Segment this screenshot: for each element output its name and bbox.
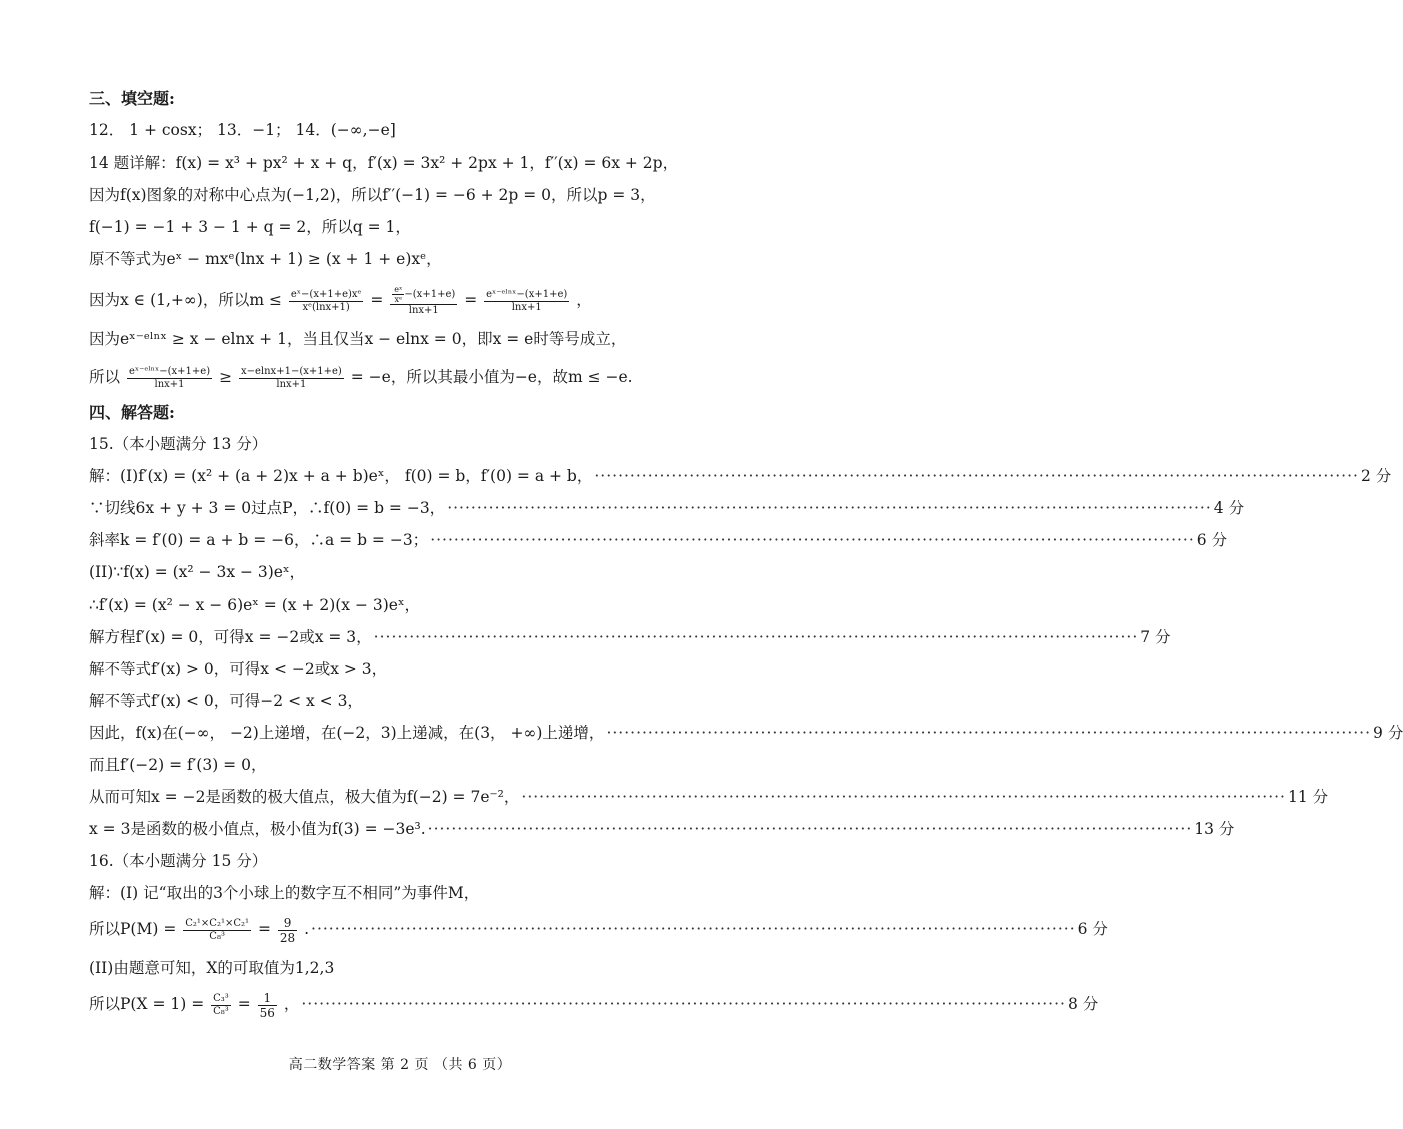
line-text: 因此，f(x)在(−∞， −2)上递增，在(−2，3)上递减，在(3， +∞)上递增，	[89, 724, 605, 742]
q15-line-3	[89, 529, 1228, 551]
q15-line-6	[89, 626, 1171, 648]
fraction-denominator: lnx+1	[276, 378, 307, 390]
page-footer: 高二数学答案 第 2 页 （共 6 页）	[288, 1057, 512, 1073]
leader-dots: ·································································································································	[594, 467, 1359, 485]
q14-line-5	[89, 285, 709, 317]
fraction-denominator: C₈³	[213, 1005, 229, 1017]
q14-fraction-5	[239, 366, 344, 391]
q15-line-1	[89, 465, 1392, 487]
score-label: 11 分	[1287, 788, 1329, 806]
q15-line-7: 解不等式f′(x) > 0，可得x < −2或x > 3，	[89, 660, 388, 678]
line-text: 斜率k = f′(0) = a + b = −6，∴a = b = −3；	[89, 531, 429, 549]
q15-line-11	[89, 786, 1329, 808]
fraction-numerator: x−elnx+1−(x+1+e)	[240, 365, 342, 377]
q14-line-7	[89, 362, 709, 392]
q16-fraction-1	[183, 918, 251, 943]
fraction-numerator: eˣ⁻ᵉˡⁿˣ−(x+1+e)	[486, 288, 568, 300]
q16-line-4	[89, 989, 1099, 1020]
ge-sign: ≥	[219, 368, 237, 386]
q15-title: 15.（本小题满分 13 分）	[89, 435, 268, 453]
q14-line-4: 原不等式为eˣ − mxᵉ(lnx + 1) ≥ (x + 1 + e)xᵉ，	[89, 250, 442, 268]
leader-dots: ·································································································································	[521, 788, 1286, 806]
prob-label: 所以P(M) =	[89, 920, 182, 938]
leader-dots: ·································································································································	[301, 995, 1066, 1014]
score-label: 8 分	[1067, 995, 1099, 1014]
score-label: 6 分	[1196, 531, 1228, 549]
q16-line-3: (II)由题意可知，X的可取值为1,2,3	[89, 959, 335, 977]
q14-line-6: 因为eˣ⁻ᵉˡⁿˣ ≥ x − elnx + 1，当且仅当x − elnx = 0，即x = e时等号成立，	[89, 330, 627, 348]
fraction-numerator: 1	[258, 991, 277, 1006]
fraction-numerator: C₃³	[213, 992, 229, 1004]
q15-line-2	[89, 497, 1245, 519]
fraction-denominator: C₈³	[209, 930, 225, 942]
leader-dots: ·································································································································	[311, 920, 1076, 939]
q14-fraction-4	[127, 366, 212, 391]
q15-line-10: 而且f′(−2) = f′(3) = 0，	[89, 756, 267, 774]
prob-label: 所以P(X = 1) =	[89, 995, 210, 1013]
q14-line7-text: 所以	[89, 368, 121, 386]
section3-heading: 三、填空题:	[89, 89, 175, 108]
line-text: 解：(I)f′(x) = (x² + (a + 2)x + a + b)eˣ， f(0) = b，f′(0) = a + b，	[89, 467, 593, 485]
fraction-numerator: eˣ−(x+1+e)xᵉ	[290, 288, 362, 300]
nested-numerator: eˣ	[394, 285, 403, 294]
line-text	[89, 989, 299, 1020]
q15-line-12	[89, 818, 1235, 840]
line-text: x = 3是函数的极小值点，极小值为f(3) = −3e³.	[89, 820, 426, 838]
line-end: .	[304, 920, 310, 938]
line-text	[89, 914, 309, 945]
nested-fraction	[392, 285, 404, 304]
fraction-numerator: eˣ⁻ᵉˡⁿˣ−(x+1+e)	[128, 365, 211, 377]
score-label: 13 分	[1194, 820, 1235, 838]
fill-blank-answers: 12． 1 + cosx； 13．−1； 14．(−∞,−e]	[89, 121, 396, 139]
equals-sign: =	[257, 920, 276, 938]
q15-line-8: 解不等式f′(x) < 0，可得−2 < x < 3，	[89, 692, 363, 710]
q14-line-1: 14 题详解：f(x) = x³ + px² + x + q，f′(x) = 3x² + 2px + 1，f′′(x) = 6x + 2p，	[89, 154, 679, 172]
q16-line-2	[89, 914, 1108, 945]
leader-dots: ·································································································································	[427, 820, 1193, 838]
q14-fraction-1	[289, 289, 364, 314]
line-end: ，	[283, 995, 300, 1013]
q16-fraction-3	[211, 993, 231, 1018]
nested-rest: −(x+1+e)	[404, 289, 456, 300]
fraction-denominator: lnx+1	[408, 305, 439, 316]
score-label: 6 分	[1077, 920, 1108, 939]
line-text: 从而可知x = −2是函数的极大值点，极大值为f(−2) = 7e⁻²，	[89, 788, 520, 806]
line-end: ，	[576, 291, 592, 309]
line-end: = −e，所以其最小值为−e，故m ≤ −e.	[350, 368, 633, 386]
q15-line-9	[89, 722, 1403, 744]
score-label: 2 分	[1360, 467, 1392, 485]
line-text: ∵切线6x + y + 3 = 0过点P，∴f(0) = b = −3，	[89, 499, 446, 517]
equals-sign: =	[237, 995, 256, 1013]
q14-fraction-3	[484, 289, 569, 314]
leader-dots: ·································································································································	[606, 724, 1372, 742]
fraction-denominator: lnx+1	[154, 378, 185, 390]
q14-line-3: f(−1) = −1 + 3 − 1 + q = 2，所以q = 1，	[89, 218, 411, 236]
equals-sign: =	[370, 291, 389, 309]
fraction-numerator: C₂¹×C₂¹×C₂¹	[185, 917, 250, 929]
equals-sign: =	[464, 291, 483, 309]
q15-line-5: ∴f′(x) = (x² − x − 6)eˣ = (x + 2)(x − 3)eˣ，	[89, 596, 421, 614]
leader-dots: ·································································································································	[373, 628, 1139, 646]
fraction-numerator	[390, 285, 457, 305]
score-label: 9 分	[1373, 724, 1403, 742]
fraction-denominator: 56	[259, 1005, 275, 1020]
q16-fraction-4	[258, 991, 277, 1020]
q14-line5-text: 因为x ∈ (1,+∞)，所以m ≤	[89, 291, 287, 309]
q14-fraction-2	[390, 285, 457, 317]
score-label: 4 分	[1213, 499, 1245, 517]
q15-line-4: (II)∵f(x) = (x² − 3x − 3)eˣ，	[89, 563, 306, 581]
line-text: 解方程f′(x) = 0，可得x = −2或x = 3，	[89, 628, 372, 646]
q14-line-2: 因为f(x)图象的对称中心点为(−1,2)，所以f′′(−1) = −6 + 2p = 0，所以p = 3，	[89, 186, 656, 204]
q16-title: 16.（本小题满分 15 分）	[89, 852, 268, 870]
leader-dots: ·································································································································	[430, 531, 1195, 549]
section4-heading: 四、解答题:	[89, 403, 175, 422]
fraction-denominator: lnx+1	[511, 301, 542, 313]
nested-denominator: xᵉ	[394, 295, 403, 304]
q16-line-1: 解：(I) 记“取出的3个小球上的数字互不相同”为事件M，	[89, 884, 480, 902]
fraction-denominator: xᵉ(lnx+1)	[302, 301, 350, 313]
score-label: 7 分	[1140, 628, 1171, 646]
q16-fraction-2	[278, 916, 297, 945]
fraction-denominator: 28	[279, 930, 296, 945]
leader-dots: ·································································································································	[447, 499, 1212, 517]
fraction-numerator: 9	[278, 916, 297, 931]
